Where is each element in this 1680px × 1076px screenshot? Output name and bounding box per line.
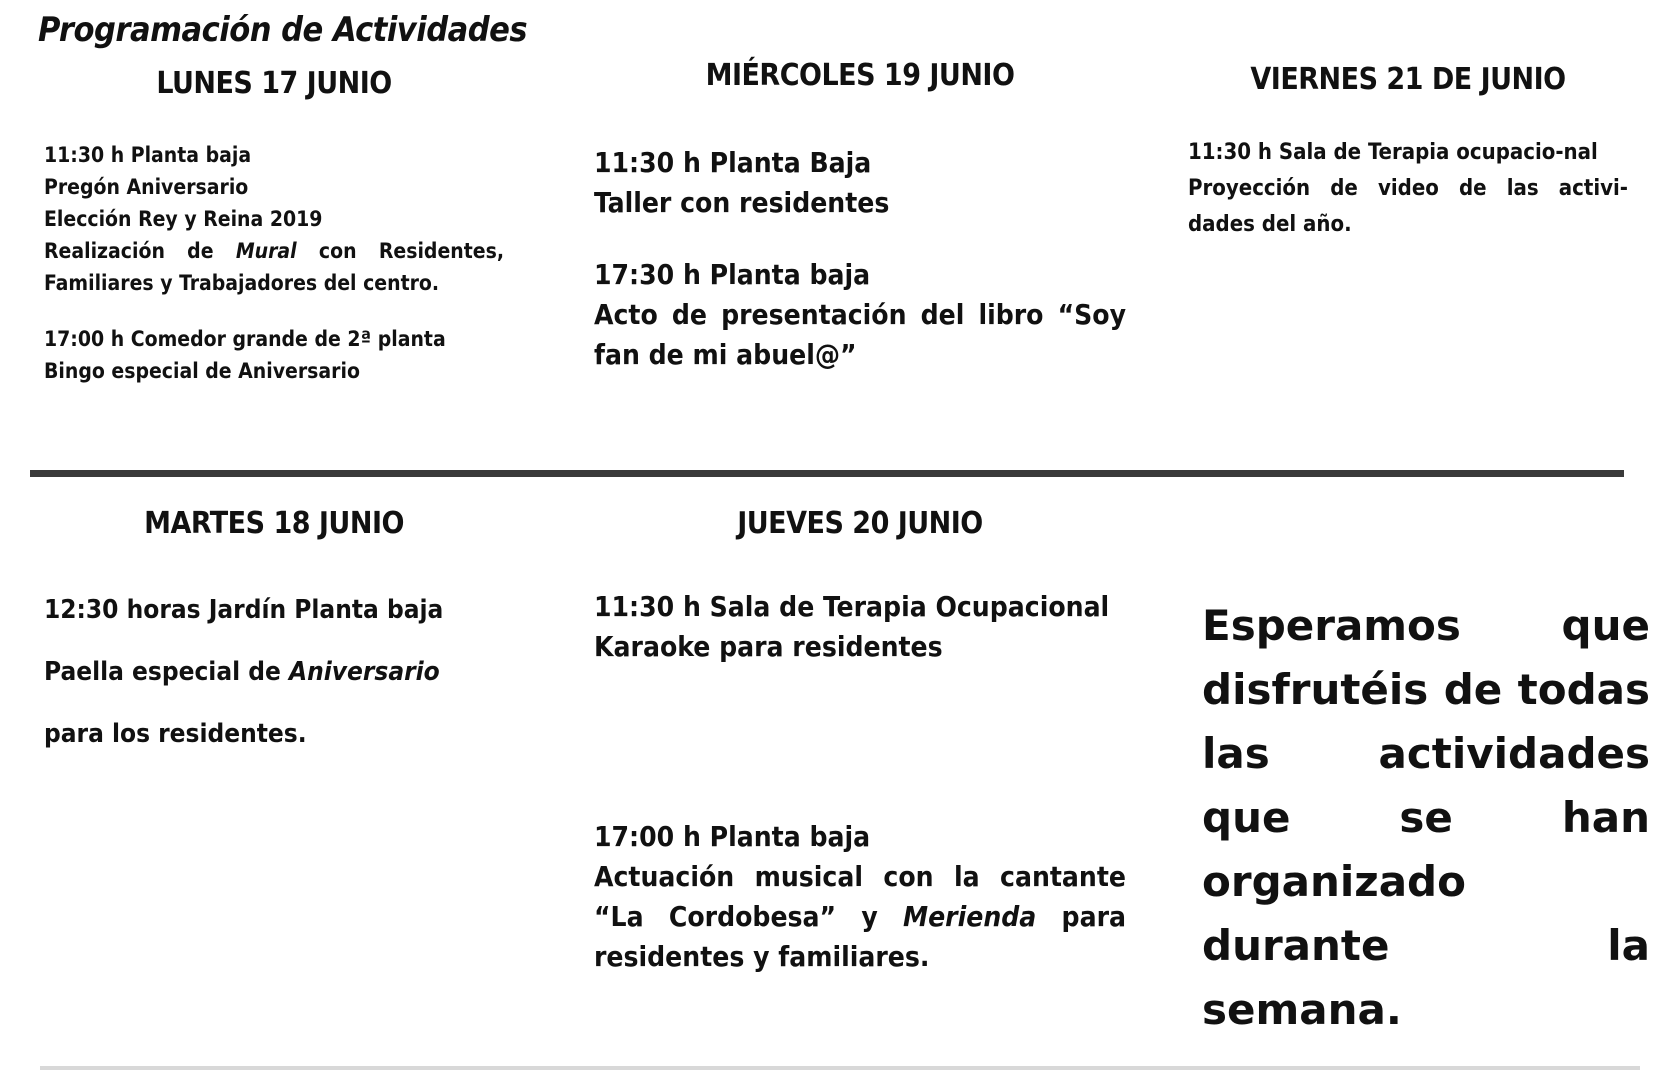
event-time-location: 17:30 h Planta baja — [594, 258, 871, 291]
bottom-edge-rule — [40, 1066, 1640, 1070]
day-heading-thursday: JUEVES 20 JUNIO — [737, 506, 983, 541]
event-description-text: con Residentes, Familiares y Trabajadores del centro. — [44, 239, 504, 295]
event-time-location: 11:30 h Planta Baja — [594, 146, 872, 179]
event-time-location: 11:30 h Planta baja — [44, 143, 252, 167]
event-thursday-morning — [594, 587, 1126, 667]
day-column-friday — [1188, 62, 1628, 243]
event-monday-morning — [44, 139, 504, 299]
event-description-emphasis: Merienda — [903, 900, 1037, 933]
event-activity: Pregón Aniversario — [44, 175, 249, 199]
event-activity: Elección Rey y Reina 2019 — [44, 207, 323, 231]
event-monday-afternoon — [44, 323, 504, 387]
event-description — [594, 857, 1126, 977]
day-heading-tuesday: MARTES 18 JUNIO — [144, 506, 404, 541]
event-wednesday-morning — [594, 143, 1126, 223]
event-description-text: Actuación musical con la cantante “La Cordobesa” y — [594, 860, 1126, 933]
event-activity: Proyección de video de las activi-dades del año. — [1188, 176, 1628, 237]
day-column-tuesday — [44, 506, 504, 765]
day-heading-monday: LUNES 17 JUNIO — [156, 66, 392, 101]
event-time-location: 17:00 h Comedor grande de 2ª planta — [44, 327, 446, 351]
event-activity: Karaoke para residentes — [594, 630, 943, 663]
event-description-text: para los residentes. — [44, 719, 307, 749]
event-description-text: para residentes y familiares. — [594, 900, 1126, 973]
event-time-location: 11:30 h Sala de Terapia ocupacio-nal — [1188, 140, 1598, 165]
event-description-text: Paella especial de — [44, 657, 289, 687]
event-activity: Bingo especial de Aniversario — [44, 359, 360, 383]
day-column-wednesday — [594, 58, 1126, 375]
event-description — [44, 235, 504, 299]
event-description-text: Realización de — [44, 239, 236, 263]
day-heading-friday: VIERNES 21 DE JUNIO — [1250, 62, 1566, 97]
day-column-thursday — [594, 506, 1126, 977]
event-description-emphasis: Mural — [235, 239, 297, 263]
day-column-monday — [44, 66, 504, 387]
closing-message: Esperamos que disfrutéis de todas las actividades que se han organizado durante la semana. — [1202, 601, 1650, 1034]
event-description-emphasis: Aniversario — [289, 657, 440, 687]
event-activity: Acto de presentación del libro “Soy fan de mi abuel@” — [594, 298, 1126, 371]
event-wednesday-afternoon — [594, 255, 1126, 375]
event-description — [44, 641, 504, 765]
section-divider — [30, 470, 1624, 477]
event-time-location: 12:30 horas Jardín Planta baja — [44, 595, 444, 625]
event-friday-morning — [1188, 135, 1628, 243]
event-tuesday-noon — [44, 579, 504, 765]
event-thursday-afternoon — [594, 817, 1126, 977]
day-heading-wednesday: MIÉRCOLES 19 JUNIO — [705, 58, 1015, 93]
event-activity: Taller con residentes — [594, 186, 890, 219]
event-time-location: 17:00 h Planta baja — [594, 820, 871, 853]
event-time-location: 11:30 h Sala de Terapia Ocupacional — [594, 590, 1110, 623]
document-title: Programación de Actividades — [38, 10, 528, 50]
